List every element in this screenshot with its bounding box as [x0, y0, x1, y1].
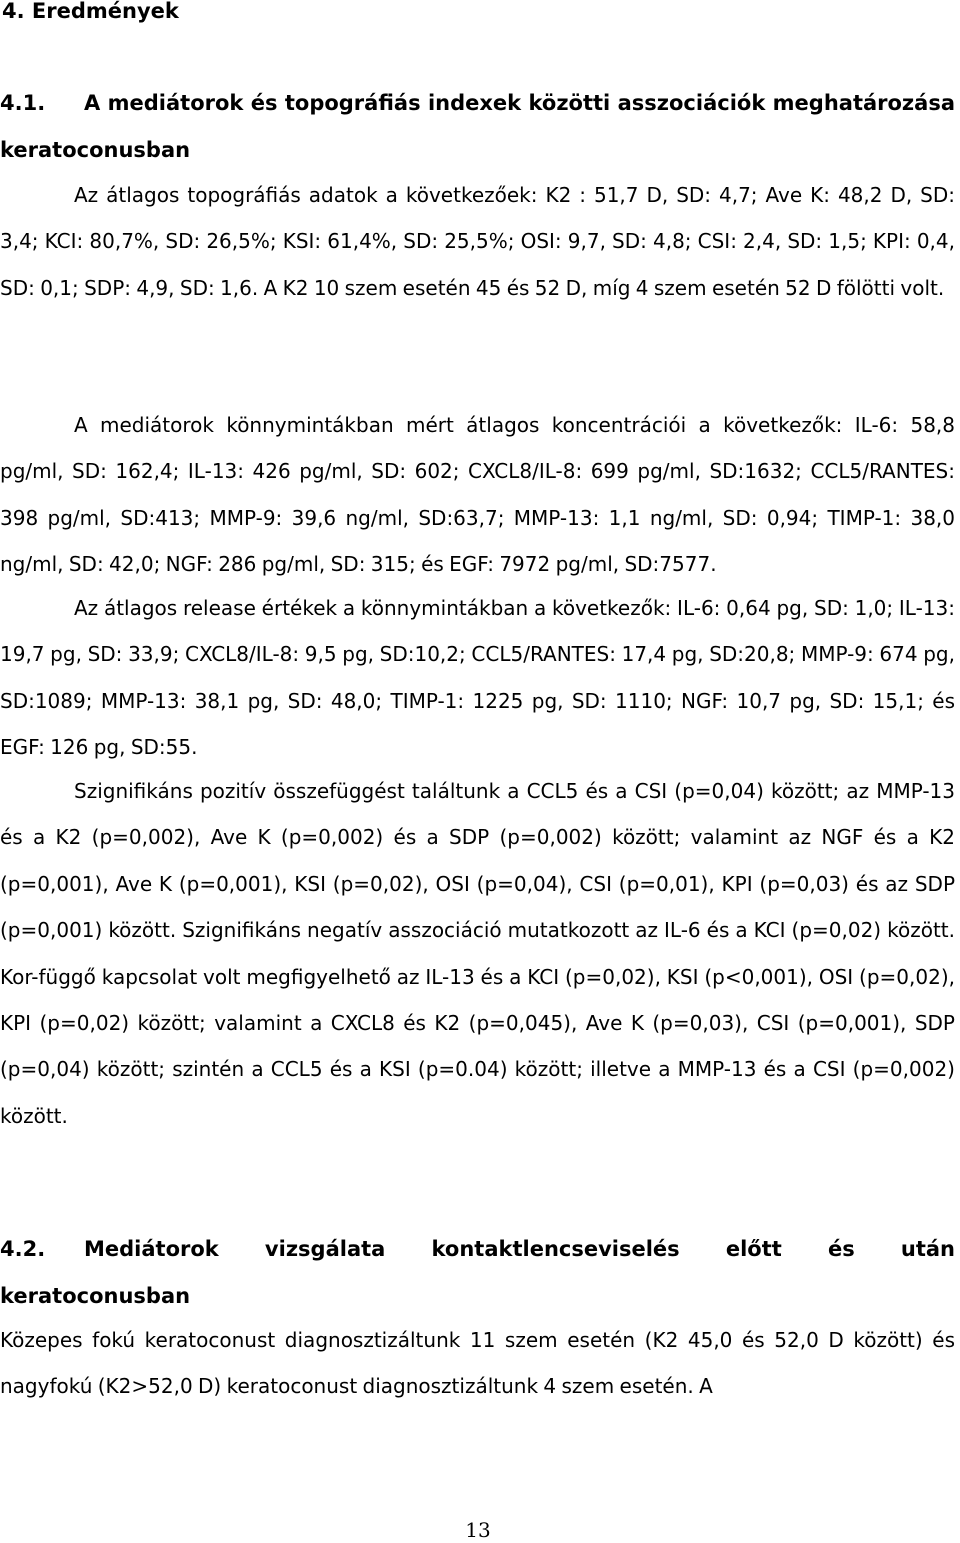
chapter-heading: 4. Eredmények	[2, 0, 179, 23]
section-heading-4-2	[0, 1226, 955, 1320]
paragraph-concentrations: A mediátorok könnymintákban mért átlagos koncentrációi a következők: IL-6: 58,8 pg/ml, SD: 162,4; IL-13: 426 pg/ml, SD: 602; CXCL8/IL-8: 699 pg/ml, SD:1632; CCL5/RANTES: 398 pg/ml, SD:413; MMP-9: 39,6 ng/ml, SD:63,7; MMP-13: 1,1 ng/ml, SD: 0,94; TIMP-1: 38,0 ng/ml, SD: 42,0; NGF: 286 pg/ml, SD: 315; és EGF: 7972 pg/ml, SD:7577.	[0, 413, 955, 577]
section-number: 4.1.	[0, 91, 46, 115]
section-title: A mediátorok és topográfiás indexek közötti asszociációk meghatározása keratoconusban	[0, 91, 955, 162]
section-heading-4-1	[0, 80, 955, 174]
page-number: 13	[465, 1518, 491, 1542]
section-number: 4.2.	[0, 1237, 46, 1261]
paragraph-release: Az átlagos release értékek a könnymintákban a következők: IL-6: 0,64 pg, SD: 1,0; IL-13: 19,7 pg, SD: 33,9; CXCL8/IL-8: 9,5 pg, SD:10,2; CCL5/RANTES: 17,4 pg, SD:20,8; MMP-9: 674 pg, SD:1089; MMP-13: 38,1 pg, SD: 48,0; TIMP-1: 1225 pg, SD: 1110; NGF: 10,7 pg, SD: 15,1; és EGF: 126 pg, SD:55.	[0, 596, 955, 760]
paragraph-topography: Az átlagos topográfiás adatok a következőek: K2 : 51,7 D, SD: 4,7; Ave K: 48,2 D, SD: 3,4; KCI: 80,7%, SD: 26,5%; KSI: 61,4%, SD: 25,5%; OSI: 9,7, SD: 4,8; CSI: 2,4, SD: 1,5; KPI: 0,4, SD: 0,1; SDP: 4,9, SD: 1,6. A K2 10 szem esetén 45 és 52 D, míg 4 szem esetén 52 D fölötti volt.	[0, 183, 955, 300]
paragraph-correlations: Szignifikáns pozitív összefüggést találtunk a CCL5 és a CSI (p=0,04) között; az MMP-13 és a K2 (p=0,002), Ave K (p=0,002) és a SDP (p=0,002) között; valamint az NGF és a K2 (p=0,001), Ave K (p=0,001), KSI (p=0,02), OSI (p=0,04), CSI (p=0,01), KPI (p=0,03) és az SDP (p=0,001) között. Szignifikáns negatív asszociáció mutatkozott az IL-6 és a KCI (p=0,02) között. Kor-függő kapcsolat volt megfigyelhető az IL-13 és a KCI (p=0,02), KSI (p<0,001), OSI (p=0,02), KPI (p=0,02) között; valamint a CXCL8 és K2 (p=0,045), Ave K (p=0,03), CSI (p=0,001), SDP (p=0,04) között; szintén a CCL5 és a KSI (p=0.04) között; illetve a MMP-13 és a CSI (p=0,002) között.	[0, 779, 955, 1128]
section-title: Mediátorok vizsgálata kontaktlencseviselés előtt és után keratoconusban	[0, 1237, 955, 1308]
paragraph-contact-lens: Közepes fokú keratoconust diagnosztizáltunk 11 szem esetén (K2 45,0 és 52,0 D között) és nagyfokú (K2>52,0 D) keratoconust diagnosztizáltunk 4 szem esetén. A	[0, 1328, 955, 1399]
